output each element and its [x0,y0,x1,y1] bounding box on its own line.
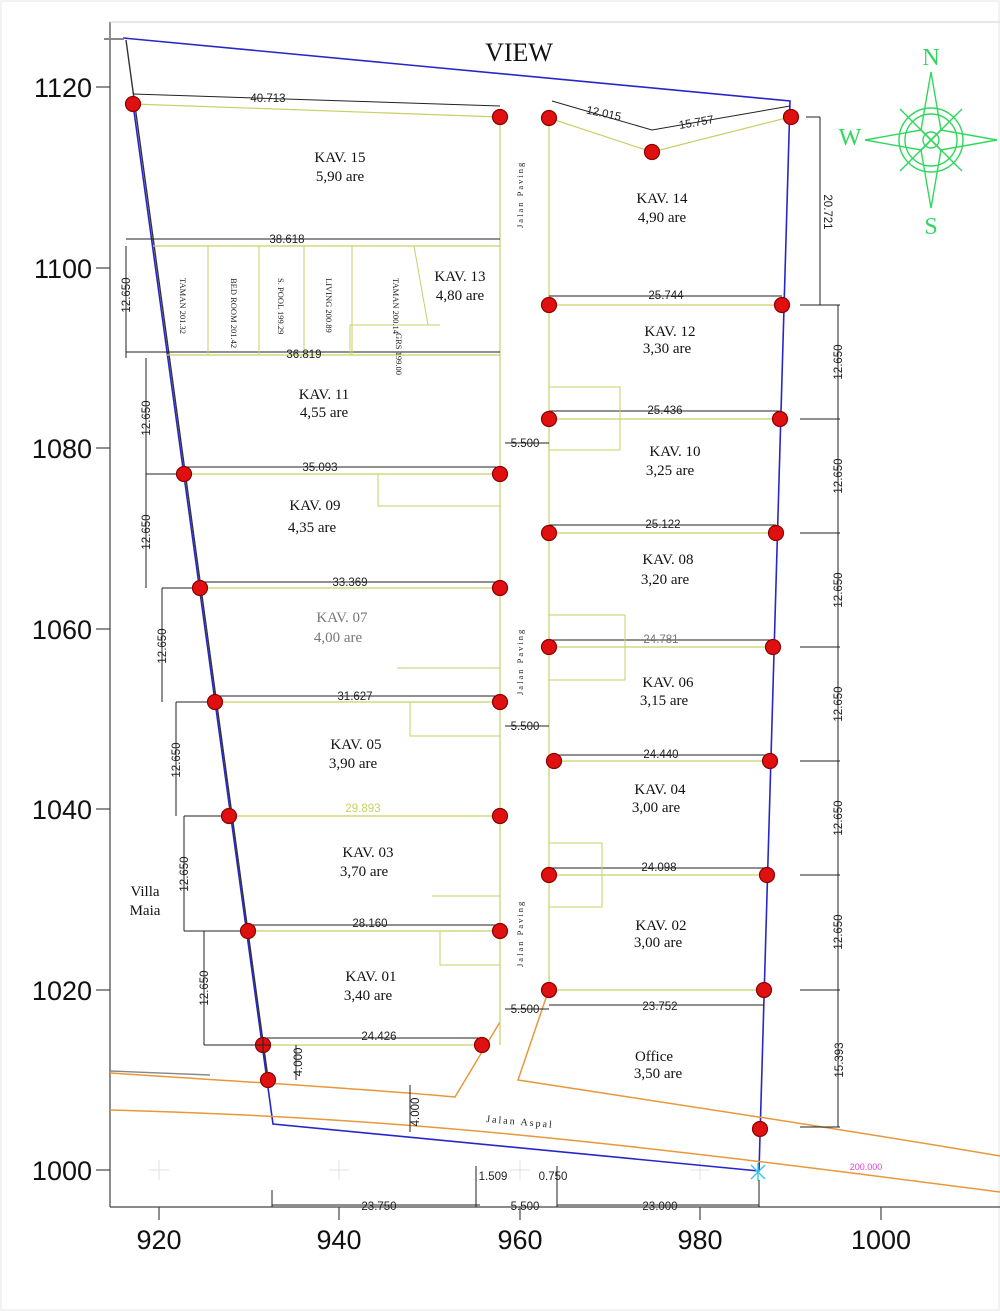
plot-name: KAV. 11 [298,387,350,403]
compass-rose [865,72,997,208]
plot-name: KAV. 10 [649,444,701,460]
dim-label: 5.500 [510,721,540,733]
boundary-marker [753,1122,768,1137]
boundary-marker [493,581,508,596]
plot-area: 5,90 are [315,169,365,185]
dim-label: 12.650 [179,856,191,892]
plot-area: 3,20 are [640,572,690,588]
boundary-marker [542,526,557,541]
boundary-marker [760,868,775,883]
compass-n: N [922,45,940,71]
dim-label: 31.627 [337,691,373,703]
west-boundary [126,40,268,1078]
y-tick-label: 1020 [31,976,92,1006]
boundary-marker [542,111,557,126]
boundary-marker [177,467,192,482]
dim-label: 12.650 [141,514,153,550]
x-tick-label: 980 [677,1225,723,1255]
boundary-marker [542,412,557,427]
plot-area: 4,00 are [313,630,363,646]
boundary-marker [261,1073,276,1088]
dim-label: 5.500 [510,438,540,450]
boundary-marker [493,809,508,824]
room-taman-2: TAMAN 200.14 [391,278,401,334]
road-label-paving: Jalan Paving [515,160,525,228]
dim-label: 1.509 [478,1171,508,1183]
dim-label: 24.098 [641,862,677,874]
boundary-marker [493,110,508,125]
neighbor-label: Maia [129,903,161,919]
survey-point-icon [751,1163,765,1181]
dim-label: 33.369 [332,577,368,589]
dim-label: 25.122 [645,519,681,531]
y-tick-label: 1060 [31,615,92,645]
plot-area: 3,15 are [639,693,689,709]
dim-label: 25.436 [647,405,683,417]
plot-area: 4,35 are [287,520,337,536]
dim-label: 12.650 [833,572,845,608]
plot-name: KAV. 03 [342,845,394,861]
plot-area: 4,55 are [299,405,349,421]
boundary-marker [222,809,237,824]
dim-label: 24.781 [643,634,679,646]
site-boundary [123,38,790,1171]
y-tick-label: 1040 [31,795,92,825]
dim-label: 4.000 [410,1097,422,1127]
boundary-marker [757,983,772,998]
neighbor-label: Villa [130,884,160,900]
boundary-marker [126,97,141,112]
plot-name: KAV. 14 [636,191,688,207]
dim-label: 4.000 [293,1047,305,1077]
boundary-marker [493,924,508,939]
boundary-marker [208,695,223,710]
boundary-marker [542,868,557,883]
plot-name: KAV. 12 [644,324,696,340]
dim-label: 12.650 [833,914,845,950]
y-tick-label: 1080 [31,434,92,464]
dim-label: 12.650 [157,628,169,664]
boundary-marker [542,298,557,313]
dim-label: 15.393 [834,1042,846,1078]
boundary-marker [475,1038,490,1053]
y-tick-label: 1100 [33,254,92,284]
plot-name: KAV. 13 [434,269,486,285]
room-pool: S. POOL 199.29 [276,278,286,335]
compass-w: W [838,125,862,151]
plot-name: KAV. 08 [642,552,694,568]
coord-label: 200.000 [849,1162,883,1172]
dim-label: 12.650 [833,800,845,836]
room-taman: TAMAN 201.32 [178,278,188,334]
boundary-markers [126,97,799,1137]
plot-area: 3,00 are [633,935,683,951]
boundary-marker [493,467,508,482]
room-bedroom: BED ROOM 201.42 [229,278,239,349]
x-tick-label: 1000 [850,1225,912,1255]
plot-name: KAV. 02 [635,918,687,934]
dim-label: 38.618 [269,234,305,246]
road-label-paving: Jalan Paving [515,899,525,967]
road-label-paving: Jalan Paving [515,627,525,695]
plot-name: KAV. 05 [330,737,382,753]
dim-label: 35.093 [302,462,338,474]
y-axis-ticks [96,87,110,1170]
plot-area: 3,00 are [631,800,681,816]
plot-area: 3,40 are [343,988,393,1004]
dim-label: 12.650 [171,742,183,778]
plot-area: 4,90 are [637,210,687,226]
dim-label: 29.893 [345,803,381,815]
boundary-marker [241,924,256,939]
plot-name: KAV. 06 [642,675,694,691]
dim-label: 15.757 [678,114,715,133]
dim-label: 5.500 [510,1201,540,1213]
boundary-marker [775,298,790,313]
dim-label: 23.752 [642,1001,678,1013]
dim-label: 24.426 [361,1031,397,1043]
grid-crosses [149,1160,710,1180]
plot-name: KAV. 07 [316,610,368,626]
dim-label: 40.713 [250,93,286,105]
house-layout [208,246,440,355]
dim-label: 23.750 [361,1201,397,1213]
boundary-marker [493,695,508,710]
inner-road-lines [133,104,790,1045]
boundary-marker [542,640,557,655]
dim-label: 12.650 [833,458,845,494]
boundary-marker [769,526,784,541]
dim-label: 12.650 [199,970,211,1006]
boundary-marker [547,754,562,769]
compass-s: S [924,214,938,240]
plot-area: 3,30 are [642,341,692,357]
plot-area: 3,90 are [328,756,378,772]
y-tick-label: 1120 [33,73,92,103]
boundary-marker [193,581,208,596]
dim-label: 24.440 [643,749,679,761]
room-garage: GRS 199.00 [394,333,404,376]
dim-label: 12.650 [833,686,845,722]
dim-label: 23.000 [642,1201,678,1213]
dim-label: 0.750 [538,1171,568,1183]
dim-label: 12.650 [833,344,845,380]
dim-label: 12.650 [141,400,153,436]
plot-area: 3,50 are [633,1066,683,1082]
plot-name: KAV. 04 [634,782,686,798]
plot-name: KAV. 09 [289,498,341,514]
dim-label: 12.650 [121,277,133,313]
boundary-marker [645,145,660,160]
y-tick-label: 1000 [31,1156,92,1186]
plot-area: 3,70 are [339,864,389,880]
boundary-marker [766,640,781,655]
x-tick-label: 960 [497,1225,543,1255]
plot-area: 4,80 are [435,288,485,304]
view-title: VIEW [485,38,553,67]
dim-label: 12.015 [585,104,623,124]
plot-area: 3,25 are [645,463,695,479]
dim-label: 36.819 [286,349,322,361]
dim-label: 5.500 [510,1004,540,1016]
dim-label: 28.160 [352,918,388,930]
x-tick-label: 920 [136,1225,182,1255]
plot-name: KAV. 15 [314,150,366,166]
plot-name: KAV. 01 [345,969,397,985]
boundary-marker [763,754,778,769]
boundary-marker [784,110,799,125]
x-tick-label: 940 [316,1225,362,1255]
plot-name: Office [634,1049,674,1065]
road-label-aspal: Jalan Aspal [485,1114,555,1131]
room-living: LIVING 200.89 [324,278,334,333]
dim-label: 20.721 [821,194,833,230]
boundary-marker [542,983,557,998]
boundary-marker [773,412,788,427]
dim-label: 25.744 [648,290,684,302]
